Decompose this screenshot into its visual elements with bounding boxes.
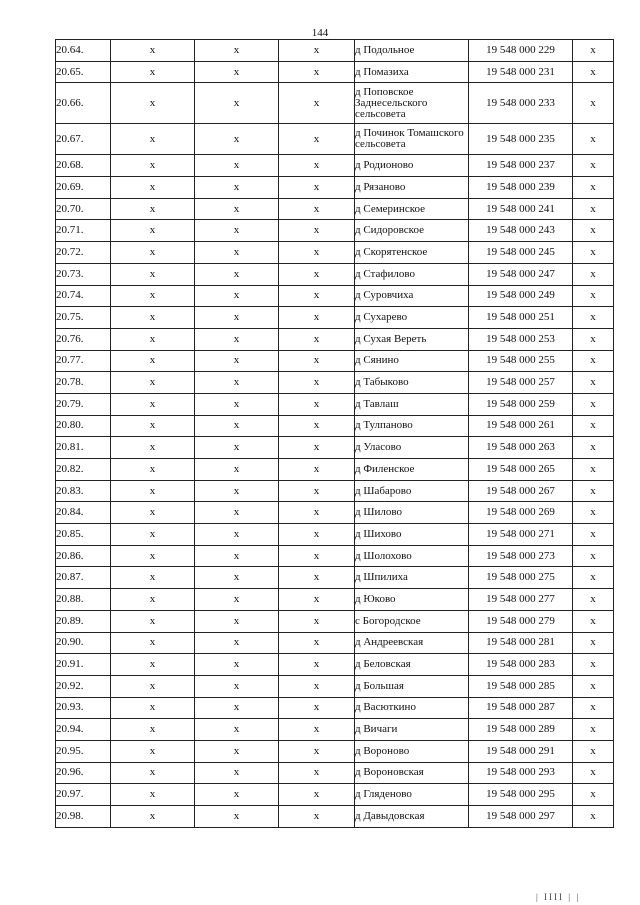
column-2-mark-cell: x [195,697,279,719]
column-2-mark-cell: x [195,350,279,372]
table-row [56,328,614,350]
row-number-cell: 20.77. [56,350,111,372]
oktmo-code-cell: 19 548 000 257 [469,372,573,394]
table-row [56,437,614,459]
column-2-mark-cell: x [195,40,279,62]
column-3-mark-cell: x [279,697,355,719]
table-row [56,61,614,83]
settlement-name-cell: д Большая [355,675,469,697]
oktmo-code-cell: 19 548 000 245 [469,242,573,264]
column-1-mark-cell: x [111,480,195,502]
oktmo-code-cell: 19 548 000 273 [469,545,573,567]
oktmo-code-cell: 19 548 000 289 [469,719,573,741]
settlement-name-cell: д Шилово [355,502,469,524]
column-7-mark-cell: x [573,124,614,155]
column-3-mark-cell: x [279,459,355,481]
row-number-cell: 20.87. [56,567,111,589]
row-number-cell: 20.96. [56,762,111,784]
settlement-name-cell: д Давыдовская [355,806,469,828]
column-3-mark-cell: x [279,242,355,264]
row-number-cell: 20.89. [56,610,111,632]
settlement-name-cell: д Стафилово [355,263,469,285]
column-7-mark-cell: x [573,242,614,264]
column-7-mark-cell: x [573,719,614,741]
row-number-cell: 20.95. [56,740,111,762]
column-2-mark-cell: x [195,567,279,589]
column-3-mark-cell: x [279,675,355,697]
column-2-mark-cell: x [195,61,279,83]
column-2-mark-cell: x [195,806,279,828]
settlement-name-cell: д Сидоровское [355,220,469,242]
oktmo-code-cell: 19 548 000 243 [469,220,573,242]
column-7-mark-cell: x [573,589,614,611]
oktmo-code-cell: 19 548 000 279 [469,610,573,632]
settlement-name-cell: д Семеринское [355,198,469,220]
table-row [56,459,614,481]
column-1-mark-cell: x [111,784,195,806]
column-2-mark-cell: x [195,415,279,437]
column-2-mark-cell: x [195,459,279,481]
table-row [56,393,614,415]
table-row [56,242,614,264]
column-1-mark-cell: x [111,61,195,83]
oktmo-code-cell: 19 548 000 255 [469,350,573,372]
column-7-mark-cell: x [573,567,614,589]
column-2-mark-cell: x [195,784,279,806]
column-3-mark-cell: x [279,350,355,372]
settlements-table [55,39,614,828]
column-2-mark-cell: x [195,220,279,242]
column-2-mark-cell: x [195,610,279,632]
column-3-mark-cell: x [279,61,355,83]
row-number-cell: 20.80. [56,415,111,437]
column-3-mark-cell: x [279,524,355,546]
oktmo-code-cell: 19 548 000 295 [469,784,573,806]
row-number-cell: 20.75. [56,307,111,329]
column-2-mark-cell: x [195,198,279,220]
column-2-mark-cell: x [195,285,279,307]
table-row [56,177,614,199]
oktmo-code-cell: 19 548 000 285 [469,675,573,697]
settlement-name-cell: д Шолохово [355,545,469,567]
row-number-cell: 20.82. [56,459,111,481]
settlement-name-cell: д Сянино [355,350,469,372]
settlement-name-cell: д Родионово [355,155,469,177]
column-7-mark-cell: x [573,393,614,415]
oktmo-code-cell: 19 548 000 249 [469,285,573,307]
row-number-cell: 20.69. [56,177,111,199]
settlement-name-cell: д Андреевская [355,632,469,654]
table-row [56,480,614,502]
column-2-mark-cell: x [195,480,279,502]
settlement-name-cell: д Суровчиха [355,285,469,307]
column-7-mark-cell: x [573,480,614,502]
row-number-cell: 20.91. [56,654,111,676]
row-number-cell: 20.65. [56,61,111,83]
column-1-mark-cell: x [111,393,195,415]
column-3-mark-cell: x [279,40,355,62]
oktmo-code-cell: 19 548 000 261 [469,415,573,437]
oktmo-code-cell: 19 548 000 235 [469,124,573,155]
column-1-mark-cell: x [111,719,195,741]
table-row [56,589,614,611]
row-number-cell: 20.72. [56,242,111,264]
column-3-mark-cell: x [279,784,355,806]
row-number-cell: 20.84. [56,502,111,524]
column-1-mark-cell: x [111,124,195,155]
column-7-mark-cell: x [573,415,614,437]
column-7-mark-cell: x [573,220,614,242]
column-1-mark-cell: x [111,263,195,285]
oktmo-code-cell: 19 548 000 253 [469,328,573,350]
column-2-mark-cell: x [195,437,279,459]
table-row [56,220,614,242]
column-2-mark-cell: x [195,124,279,155]
column-1-mark-cell: x [111,40,195,62]
column-7-mark-cell: x [573,610,614,632]
settlement-name-cell: д Уласово [355,437,469,459]
table-row [56,263,614,285]
table-row [56,632,614,654]
column-3-mark-cell: x [279,220,355,242]
column-2-mark-cell: x [195,524,279,546]
settlement-name-cell: д Сухая Вереть [355,328,469,350]
column-1-mark-cell: x [111,83,195,124]
column-7-mark-cell: x [573,675,614,697]
column-1-mark-cell: x [111,610,195,632]
column-7-mark-cell: x [573,784,614,806]
settlement-name-cell: д Шпилиха [355,567,469,589]
column-7-mark-cell: x [573,632,614,654]
settlement-name-cell: д Помазиха [355,61,469,83]
oktmo-code-cell: 19 548 000 267 [469,480,573,502]
oktmo-code-cell: 19 548 000 231 [469,61,573,83]
oktmo-code-cell: 19 548 000 241 [469,198,573,220]
column-7-mark-cell: x [573,40,614,62]
row-number-cell: 20.73. [56,263,111,285]
column-1-mark-cell: x [111,350,195,372]
column-1-mark-cell: x [111,654,195,676]
row-number-cell: 20.98. [56,806,111,828]
column-1-mark-cell: x [111,437,195,459]
page-number: 144 [311,27,329,39]
row-number-cell: 20.90. [56,632,111,654]
settlement-name-cell: д Беловская [355,654,469,676]
column-3-mark-cell: x [279,437,355,459]
settlement-name-cell: д Гляденово [355,784,469,806]
table-row [56,719,614,741]
settlement-name-cell: д Юково [355,589,469,611]
table-row [56,784,614,806]
settlement-name-cell: д Вороново [355,740,469,762]
settlement-name-cell: д Починок Томашского сельсовета [355,124,469,155]
oktmo-code-cell: 19 548 000 233 [469,83,573,124]
column-1-mark-cell: x [111,545,195,567]
oktmo-code-cell: 19 548 000 251 [469,307,573,329]
column-2-mark-cell: x [195,242,279,264]
table-row [56,762,614,784]
scan-marks: | IIII | | [536,892,581,902]
column-3-mark-cell: x [279,480,355,502]
row-number-cell: 20.71. [56,220,111,242]
oktmo-code-cell: 19 548 000 281 [469,632,573,654]
oktmo-code-cell: 19 548 000 265 [469,459,573,481]
table-row [56,155,614,177]
column-2-mark-cell: x [195,502,279,524]
column-3-mark-cell: x [279,155,355,177]
column-7-mark-cell: x [573,697,614,719]
column-1-mark-cell: x [111,372,195,394]
settlement-name-cell: д Скорятенское [355,242,469,264]
row-number-cell: 20.83. [56,480,111,502]
column-2-mark-cell: x [195,654,279,676]
column-1-mark-cell: x [111,220,195,242]
table-row [56,654,614,676]
column-2-mark-cell: x [195,83,279,124]
column-1-mark-cell: x [111,177,195,199]
column-7-mark-cell: x [573,328,614,350]
table-row [56,307,614,329]
column-7-mark-cell: x [573,155,614,177]
row-number-cell: 20.79. [56,393,111,415]
settlement-name-cell: д Подольное [355,40,469,62]
column-2-mark-cell: x [195,632,279,654]
column-3-mark-cell: x [279,719,355,741]
table-row [56,415,614,437]
column-7-mark-cell: x [573,524,614,546]
column-1-mark-cell: x [111,806,195,828]
row-number-cell: 20.68. [56,155,111,177]
settlement-name-cell: д Сухарево [355,307,469,329]
table-body [56,40,614,828]
column-2-mark-cell: x [195,589,279,611]
row-number-cell: 20.88. [56,589,111,611]
column-2-mark-cell: x [195,762,279,784]
column-1-mark-cell: x [111,328,195,350]
oktmo-code-cell: 19 548 000 275 [469,567,573,589]
settlement-name-cell: д Поповское Заднесельского сельсовета [355,83,469,124]
column-2-mark-cell: x [195,328,279,350]
column-1-mark-cell: x [111,567,195,589]
column-7-mark-cell: x [573,502,614,524]
column-7-mark-cell: x [573,762,614,784]
column-3-mark-cell: x [279,545,355,567]
settlement-name-cell: д Вороновская [355,762,469,784]
oktmo-code-cell: 19 548 000 229 [469,40,573,62]
column-2-mark-cell: x [195,307,279,329]
oktmo-code-cell: 19 548 000 269 [469,502,573,524]
column-3-mark-cell: x [279,654,355,676]
column-7-mark-cell: x [573,307,614,329]
column-3-mark-cell: x [279,393,355,415]
oktmo-code-cell: 19 548 000 297 [469,806,573,828]
row-number-cell: 20.74. [56,285,111,307]
column-7-mark-cell: x [573,350,614,372]
column-2-mark-cell: x [195,263,279,285]
column-1-mark-cell: x [111,415,195,437]
column-1-mark-cell: x [111,632,195,654]
column-1-mark-cell: x [111,155,195,177]
row-number-cell: 20.76. [56,328,111,350]
settlement-name-cell: д Шихово [355,524,469,546]
column-3-mark-cell: x [279,83,355,124]
column-3-mark-cell: x [279,740,355,762]
column-3-mark-cell: x [279,415,355,437]
oktmo-code-cell: 19 548 000 239 [469,177,573,199]
column-3-mark-cell: x [279,328,355,350]
column-3-mark-cell: x [279,806,355,828]
settlement-name-cell: д Тулпаново [355,415,469,437]
column-2-mark-cell: x [195,719,279,741]
column-3-mark-cell: x [279,307,355,329]
table-row [56,806,614,828]
column-3-mark-cell: x [279,610,355,632]
table-row [56,740,614,762]
column-2-mark-cell: x [195,393,279,415]
table-row [56,372,614,394]
column-7-mark-cell: x [573,437,614,459]
oktmo-code-cell: 19 548 000 271 [469,524,573,546]
column-2-mark-cell: x [195,740,279,762]
column-3-mark-cell: x [279,567,355,589]
column-1-mark-cell: x [111,285,195,307]
settlement-name-cell: д Филенское [355,459,469,481]
column-7-mark-cell: x [573,372,614,394]
column-3-mark-cell: x [279,124,355,155]
column-3-mark-cell: x [279,589,355,611]
column-1-mark-cell: x [111,740,195,762]
column-3-mark-cell: x [279,372,355,394]
settlement-name-cell: д Табыково [355,372,469,394]
settlement-name-cell: д Вичаги [355,719,469,741]
column-7-mark-cell: x [573,285,614,307]
table-row [56,350,614,372]
column-1-mark-cell: x [111,675,195,697]
column-3-mark-cell: x [279,198,355,220]
column-7-mark-cell: x [573,198,614,220]
column-1-mark-cell: x [111,198,195,220]
table-row [56,697,614,719]
column-7-mark-cell: x [573,740,614,762]
row-number-cell: 20.94. [56,719,111,741]
table-row [56,198,614,220]
column-7-mark-cell: x [573,61,614,83]
column-7-mark-cell: x [573,806,614,828]
column-1-mark-cell: x [111,524,195,546]
column-7-mark-cell: x [573,459,614,481]
column-1-mark-cell: x [111,459,195,481]
table-row [56,83,614,124]
column-2-mark-cell: x [195,545,279,567]
table-row [56,285,614,307]
column-2-mark-cell: x [195,372,279,394]
row-number-cell: 20.97. [56,784,111,806]
table-row [56,502,614,524]
table-row [56,545,614,567]
column-7-mark-cell: x [573,545,614,567]
table-row [56,675,614,697]
row-number-cell: 20.81. [56,437,111,459]
column-3-mark-cell: x [279,177,355,199]
row-number-cell: 20.64. [56,40,111,62]
table-row [56,524,614,546]
row-number-cell: 20.66. [56,83,111,124]
settlement-name-cell: с Богородское [355,610,469,632]
row-number-cell: 20.78. [56,372,111,394]
column-1-mark-cell: x [111,697,195,719]
oktmo-code-cell: 19 548 000 237 [469,155,573,177]
oktmo-code-cell: 19 548 000 247 [469,263,573,285]
column-2-mark-cell: x [195,155,279,177]
settlement-name-cell: д Шабарово [355,480,469,502]
row-number-cell: 20.93. [56,697,111,719]
oktmo-code-cell: 19 548 000 293 [469,762,573,784]
column-1-mark-cell: x [111,589,195,611]
row-number-cell: 20.67. [56,124,111,155]
row-number-cell: 20.86. [56,545,111,567]
column-1-mark-cell: x [111,502,195,524]
row-number-cell: 20.92. [56,675,111,697]
oktmo-code-cell: 19 548 000 263 [469,437,573,459]
table-row [56,40,614,62]
column-1-mark-cell: x [111,762,195,784]
column-7-mark-cell: x [573,177,614,199]
column-2-mark-cell: x [195,675,279,697]
oktmo-code-cell: 19 548 000 259 [469,393,573,415]
settlement-name-cell: д Васюткино [355,697,469,719]
row-number-cell: 20.70. [56,198,111,220]
column-2-mark-cell: x [195,177,279,199]
settlement-name-cell: д Тавлаш [355,393,469,415]
column-3-mark-cell: x [279,502,355,524]
oktmo-code-cell: 19 548 000 283 [469,654,573,676]
row-number-cell: 20.85. [56,524,111,546]
column-3-mark-cell: x [279,632,355,654]
column-7-mark-cell: x [573,263,614,285]
column-1-mark-cell: x [111,242,195,264]
oktmo-code-cell: 19 548 000 291 [469,740,573,762]
column-3-mark-cell: x [279,263,355,285]
column-7-mark-cell: x [573,83,614,124]
column-3-mark-cell: x [279,285,355,307]
table-row [56,610,614,632]
column-1-mark-cell: x [111,307,195,329]
column-7-mark-cell: x [573,654,614,676]
table-row [56,124,614,155]
oktmo-code-cell: 19 548 000 287 [469,697,573,719]
column-3-mark-cell: x [279,762,355,784]
oktmo-code-cell: 19 548 000 277 [469,589,573,611]
table-row [56,567,614,589]
settlement-name-cell: д Рязаново [355,177,469,199]
